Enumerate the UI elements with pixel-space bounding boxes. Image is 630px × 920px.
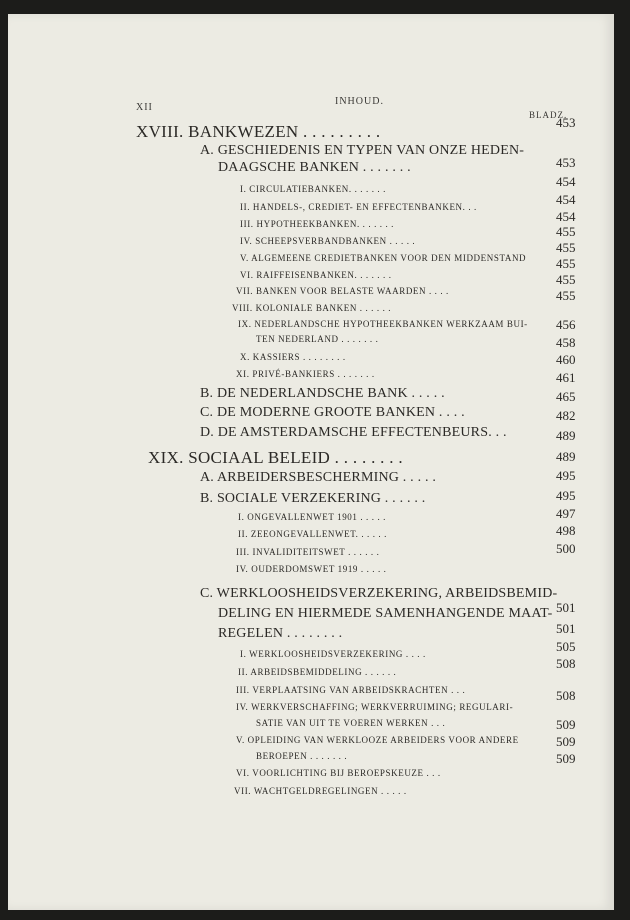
toc-entry: IV. OUDERDOMSWET 1919 . . . . .	[236, 564, 387, 574]
toc-page-number: 508	[556, 688, 576, 703]
toc-entry: VIII. KOLONIALE BANKEN . . . . . .	[232, 303, 392, 313]
book-page	[8, 14, 614, 910]
toc-page-number: 501	[556, 600, 576, 615]
toc-entry: VI. RAIFFEISENBANKEN. . . . . . .	[240, 270, 392, 280]
toc-page-number: 489	[556, 428, 576, 443]
toc-page-number: 455	[556, 272, 576, 287]
toc-entry: DAAGSCHE BANKEN . . . . . . .	[218, 160, 411, 175]
toc-page-number: 509	[556, 751, 576, 766]
toc-entry: II. ZEEONGEVALLENWET. . . . . .	[238, 529, 387, 539]
toc-page-number: 454	[556, 209, 576, 224]
toc-entry: II. ARBEIDSBEMIDDELING . . . . . .	[238, 667, 397, 677]
toc-entry: III. VERPLAATSING VAN ARBEIDSKRACHTEN . . .	[236, 685, 466, 695]
toc-page-number: 458	[556, 335, 576, 350]
toc-entry: III. HYPOTHEEKBANKEN. . . . . . .	[240, 219, 395, 229]
toc-entry: A. GESCHIEDENIS EN TYPEN VAN ONZE HEDEN-	[200, 143, 525, 158]
toc-page-number: 465	[556, 389, 576, 404]
toc-page-number: 509	[556, 734, 576, 749]
toc-entry: A. ARBEIDERSBESCHERMING . . . . .	[200, 470, 437, 485]
toc-entry: II. HANDELS-, CREDIET- EN EFFECTENBANKEN. . .	[240, 202, 477, 212]
table-of-contents	[8, 14, 614, 910]
toc-entry: XIX. SOCIAAL BELEID . . . . . . . .	[148, 448, 403, 467]
toc-entry: V. OPLEIDING VAN WERKLOOZE ARBEIDERS VOOR ANDERE	[236, 735, 519, 745]
toc-entry: I. ONGEVALLENWET 1901 . . . . .	[238, 512, 387, 522]
toc-page-number: 453	[556, 115, 576, 130]
toc-page-number: 455	[556, 224, 576, 239]
toc-entry: IV. SCHEEPSVERBANDBANKEN . . . . .	[240, 236, 416, 246]
toc-entry: C. WERKLOOSHEIDSVERZEKERING, ARBEIDSBEMID-	[200, 586, 558, 601]
toc-entry: VI. VOORLICHTING BIJ BEROEPSKEUZE . . .	[236, 768, 441, 778]
toc-page-number: 497	[556, 506, 576, 521]
toc-page-number: 455	[556, 256, 576, 271]
toc-page-number: 482	[556, 408, 576, 423]
toc-page-number: 461	[556, 370, 576, 385]
toc-entry: V. ALGEMEENE CREDIETBANKEN VOOR DEN MIDDENSTAND	[240, 253, 527, 263]
toc-entry	[136, 122, 380, 142]
page-number-label: XII	[136, 102, 153, 113]
toc-entry: IX. NEDERLANDSCHE HYPOTHEEKBANKEN WERKZAAM BUI-	[238, 319, 528, 329]
toc-page-number: 455	[556, 288, 576, 303]
toc-page-number: 509	[556, 717, 576, 732]
toc-entry: SATIE VAN UIT TE VOEREN WERKEN . . .	[256, 718, 446, 728]
toc-entry: D. DE AMSTERDAMSCHE EFFECTENBEURS. . .	[200, 425, 507, 440]
toc-entry: X. KASSIERS . . . . . . . .	[240, 352, 346, 362]
toc-entry-text: XVIII. BANKWEZEN . . . . . . . . .	[136, 122, 381, 141]
toc-page-number: 495	[556, 488, 576, 503]
toc-entry: B. SOCIALE VERZEKERING . . . . . .	[200, 491, 426, 506]
toc-page-number: 500	[556, 541, 576, 556]
toc-entry: I. WERKLOOSHEIDSVERZEKERING . . . .	[240, 649, 426, 659]
toc-page-number: 456	[556, 317, 576, 332]
toc-entry: BEROEPEN . . . . . . .	[256, 751, 348, 761]
toc-page-number: 508	[556, 656, 576, 671]
toc-page-number: 501	[556, 621, 576, 636]
toc-page-number: 489	[556, 449, 576, 464]
toc-entry: VII. BANKEN VOOR BELASTE WAARDEN . . . .	[236, 286, 449, 296]
toc-page-number: 453	[556, 155, 576, 170]
toc-entry: IV. WERKVERSCHAFFING; WERKVERRUIMING; REGULARI-	[236, 702, 514, 712]
toc-entry: TEN NEDERLAND . . . . . . .	[256, 334, 379, 344]
toc-entry: REGELEN . . . . . . . .	[218, 626, 343, 641]
toc-entry: B. DE NEDERLANDSCHE BANK . . . . .	[200, 386, 445, 401]
toc-page-number: 460	[556, 352, 576, 367]
toc-page-number: 498	[556, 523, 576, 538]
toc-entry: I. CIRCULATIEBANKEN. . . . . . .	[240, 184, 386, 194]
toc-page-number: 495	[556, 468, 576, 483]
page-column-label: BLADZ.	[529, 110, 568, 120]
toc-entry: VII. WACHTGELDREGELINGEN . . . . .	[234, 786, 407, 796]
toc-page-number: 454	[556, 174, 576, 189]
toc-entry: III. INVALIDITEITSWET . . . . . .	[236, 547, 380, 557]
toc-page-number: 505	[556, 639, 576, 654]
toc-entry: XI. PRIVÉ-BANKIERS . . . . . . .	[236, 369, 375, 379]
toc-page-number: 455	[556, 240, 576, 255]
toc-entry: C. DE MODERNE GROOTE BANKEN . . . .	[200, 405, 465, 420]
toc-entry: DELING EN HIERMEDE SAMENHANGENDE MAAT-	[218, 606, 553, 621]
running-title: INHOUD.	[335, 96, 384, 107]
toc-page-number: 454	[556, 192, 576, 207]
